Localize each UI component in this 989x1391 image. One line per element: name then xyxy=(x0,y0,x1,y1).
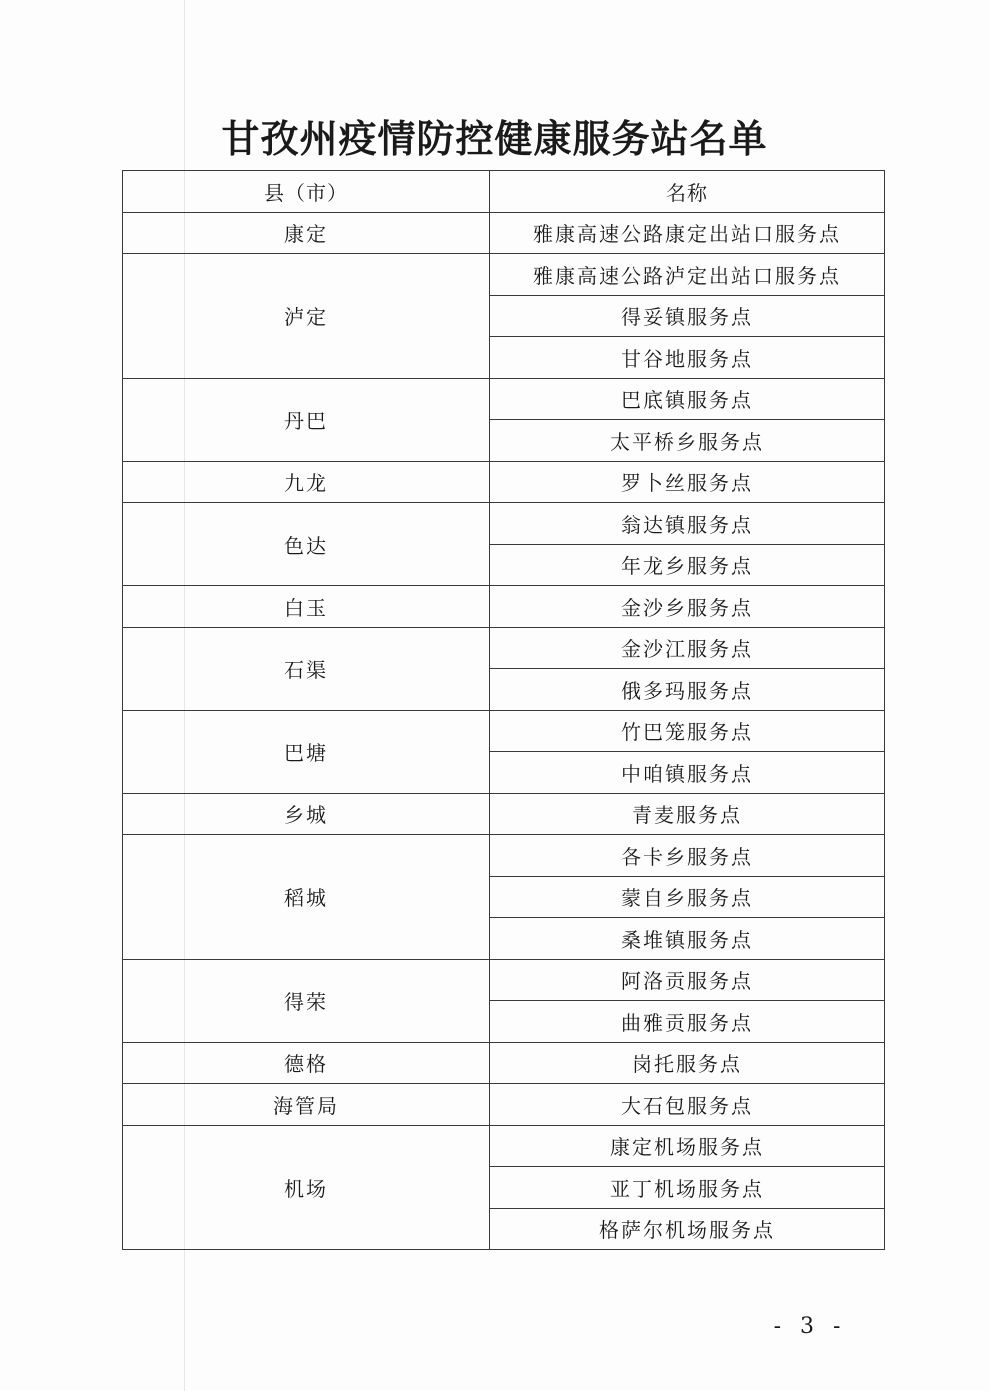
station-cell: 罗卜丝服务点 xyxy=(490,461,885,503)
table-row xyxy=(123,586,885,628)
county-cell: 德格 xyxy=(123,1042,490,1084)
table-row xyxy=(123,378,885,420)
table-row xyxy=(123,212,885,254)
county-cell: 稻城 xyxy=(123,835,490,960)
station-cell: 曲雅贡服务点 xyxy=(490,1001,885,1043)
station-cell: 亚丁机场服务点 xyxy=(490,1167,885,1209)
county-cell: 巴塘 xyxy=(123,710,490,793)
station-cell: 竹巴笼服务点 xyxy=(490,710,885,752)
header-county: 县（市） xyxy=(123,171,490,213)
table-row xyxy=(123,627,885,669)
station-cell: 康定机场服务点 xyxy=(490,1125,885,1167)
county-cell: 海管局 xyxy=(123,1084,490,1126)
county-cell: 色达 xyxy=(123,503,490,586)
county-cell: 得荣 xyxy=(123,959,490,1042)
station-cell: 巴底镇服务点 xyxy=(490,378,885,420)
county-cell: 丹巴 xyxy=(123,378,490,461)
county-cell: 石渠 xyxy=(123,627,490,710)
station-cell: 金沙乡服务点 xyxy=(490,586,885,628)
station-cell: 太平桥乡服务点 xyxy=(490,420,885,462)
station-cell: 俄多玛服务点 xyxy=(490,669,885,711)
station-cell: 阿洛贡服务点 xyxy=(490,959,885,1001)
table-row xyxy=(123,503,885,545)
station-cell: 蒙自乡服务点 xyxy=(490,876,885,918)
table-row xyxy=(123,461,885,503)
station-cell: 年龙乡服务点 xyxy=(490,544,885,586)
table-row xyxy=(123,254,885,296)
table-row xyxy=(123,793,885,835)
page-number: - 3 - xyxy=(773,1314,847,1339)
county-cell: 泸定 xyxy=(123,254,490,379)
table-row xyxy=(123,1125,885,1167)
table-row xyxy=(123,959,885,1001)
table-row xyxy=(123,1042,885,1084)
county-cell: 康定 xyxy=(123,212,490,254)
station-cell: 甘谷地服务点 xyxy=(490,337,885,379)
county-cell: 机场 xyxy=(123,1125,490,1250)
station-cell: 大石包服务点 xyxy=(490,1084,885,1126)
station-cell: 雅康高速公路泸定出站口服务点 xyxy=(490,254,885,296)
station-cell: 青麦服务点 xyxy=(490,793,885,835)
station-cell: 各卡乡服务点 xyxy=(490,835,885,877)
table-row xyxy=(123,835,885,877)
station-cell: 雅康高速公路康定出站口服务点 xyxy=(490,212,885,254)
station-cell: 岗托服务点 xyxy=(490,1042,885,1084)
station-table xyxy=(122,170,885,1250)
station-cell: 得妥镇服务点 xyxy=(490,295,885,337)
station-cell: 中咱镇服务点 xyxy=(490,752,885,794)
document-title: 甘孜州疫情防控健康服务站名单 xyxy=(221,116,768,161)
station-cell: 金沙江服务点 xyxy=(490,627,885,669)
county-cell: 九龙 xyxy=(123,461,490,503)
station-cell: 桑堆镇服务点 xyxy=(490,918,885,960)
table-header-row xyxy=(123,171,885,213)
table-row xyxy=(123,1084,885,1126)
station-cell: 格萨尔机场服务点 xyxy=(490,1208,885,1250)
table-row xyxy=(123,710,885,752)
station-cell: 翁达镇服务点 xyxy=(490,503,885,545)
county-cell: 白玉 xyxy=(123,586,490,628)
county-cell: 乡城 xyxy=(123,793,490,835)
header-name: 名称 xyxy=(490,171,885,213)
